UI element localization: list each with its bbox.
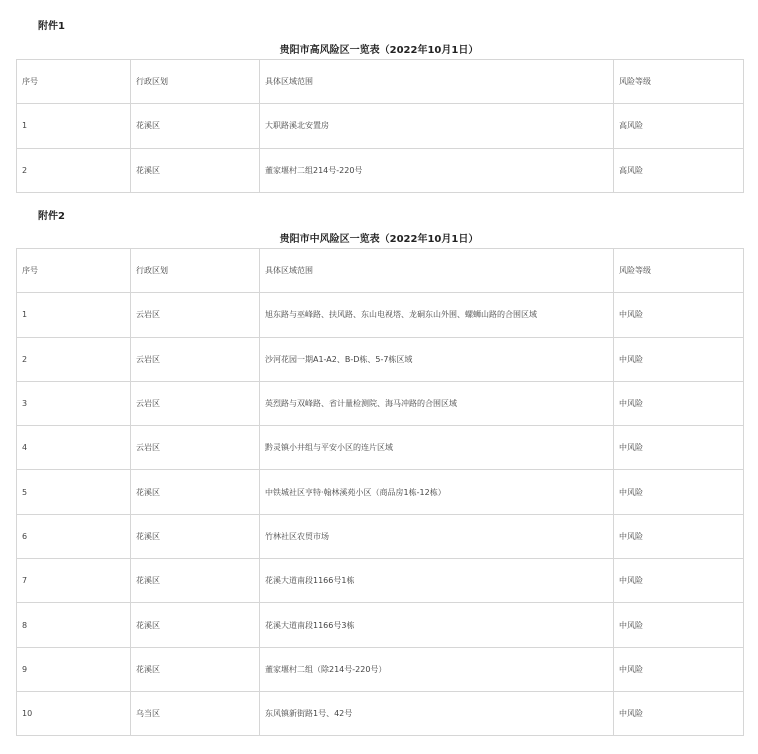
cell-risk-level: 中风险 bbox=[614, 603, 744, 647]
cell-district: 花溪区 bbox=[131, 647, 260, 691]
table-row bbox=[17, 559, 744, 603]
header-district: 行政区划 bbox=[131, 60, 260, 104]
header-risk-level: 风险等级 bbox=[614, 249, 744, 293]
cell-district: 花溪区 bbox=[131, 559, 260, 603]
table-header-row bbox=[17, 249, 744, 293]
header-index: 序号 bbox=[17, 249, 131, 293]
cell-district: 花溪区 bbox=[131, 148, 260, 192]
cell-area: 花溪大道南段1166号3栋 bbox=[260, 603, 614, 647]
cell-risk-level: 中风险 bbox=[614, 426, 744, 470]
cell-area: 沙河花园一期A1-A2、B-D栋、5-7栋区域 bbox=[260, 337, 614, 381]
table-row bbox=[17, 647, 744, 691]
cell-district: 云岩区 bbox=[131, 426, 260, 470]
table-row bbox=[17, 293, 744, 337]
cell-area: 大职路溪北安置房 bbox=[260, 104, 614, 148]
cell-index: 5 bbox=[17, 470, 131, 514]
table-row bbox=[17, 603, 744, 647]
cell-index: 1 bbox=[17, 293, 131, 337]
table-row bbox=[17, 381, 744, 425]
cell-risk-level: 高风险 bbox=[614, 104, 744, 148]
cell-index: 2 bbox=[17, 337, 131, 381]
table-row bbox=[17, 104, 744, 148]
cell-district: 花溪区 bbox=[131, 470, 260, 514]
cell-district: 云岩区 bbox=[131, 381, 260, 425]
cell-area: 董家堰村二组（除214号-220号） bbox=[260, 647, 614, 691]
high-risk-table bbox=[16, 59, 744, 193]
cell-district: 云岩区 bbox=[131, 337, 260, 381]
header-area: 具体区域范围 bbox=[260, 249, 614, 293]
cell-area: 董家堰村二组214号-220号 bbox=[260, 148, 614, 192]
cell-index: 9 bbox=[17, 647, 131, 691]
cell-risk-level: 中风险 bbox=[614, 514, 744, 558]
table-row bbox=[17, 337, 744, 381]
header-district: 行政区划 bbox=[131, 249, 260, 293]
cell-area: 竹林社区农贸市场 bbox=[260, 514, 614, 558]
cell-index: 7 bbox=[17, 559, 131, 603]
cell-risk-level: 中风险 bbox=[614, 381, 744, 425]
cell-district: 花溪区 bbox=[131, 603, 260, 647]
cell-district: 花溪区 bbox=[131, 104, 260, 148]
cell-risk-level: 中风险 bbox=[614, 559, 744, 603]
cell-district: 花溪区 bbox=[131, 514, 260, 558]
cell-risk-level: 中风险 bbox=[614, 470, 744, 514]
cell-index: 3 bbox=[17, 381, 131, 425]
cell-risk-level: 高风险 bbox=[614, 148, 744, 192]
cell-index: 10 bbox=[17, 691, 131, 735]
cell-district: 乌当区 bbox=[131, 691, 260, 735]
table-header-row bbox=[17, 60, 744, 104]
header-index: 序号 bbox=[17, 60, 131, 104]
cell-index: 8 bbox=[17, 603, 131, 647]
attachment2-label: 附件2 bbox=[38, 211, 65, 222]
table-row bbox=[17, 514, 744, 558]
table-row bbox=[17, 426, 744, 470]
cell-risk-level: 中风险 bbox=[614, 293, 744, 337]
cell-index: 6 bbox=[17, 514, 131, 558]
cell-area: 旭东路与巫峰路、扶风路、东山电视塔、龙硐东山外围、螺蛳山路的合围区域 bbox=[260, 293, 614, 337]
table-row bbox=[17, 148, 744, 192]
medium-risk-table bbox=[16, 248, 744, 736]
header-risk-level: 风险等级 bbox=[614, 60, 744, 104]
cell-area: 英烈路与双峰路、省计量检测院、海马冲路的合围区域 bbox=[260, 381, 614, 425]
cell-index: 1 bbox=[17, 104, 131, 148]
cell-area: 花溪大道南段1166号1栋 bbox=[260, 559, 614, 603]
cell-district: 云岩区 bbox=[131, 293, 260, 337]
cell-risk-level: 中风险 bbox=[614, 647, 744, 691]
cell-risk-level: 中风险 bbox=[614, 691, 744, 735]
high-risk-table-title: 贵阳市高风险区一览表（2022年10月1日） bbox=[279, 45, 479, 56]
medium-risk-table-title: 贵阳市中风险区一览表（2022年10月1日） bbox=[279, 234, 479, 245]
header-area: 具体区域范围 bbox=[260, 60, 614, 104]
cell-area: 黔灵镇小井组与平安小区的连片区域 bbox=[260, 426, 614, 470]
cell-area: 中铁城社区亨特·翰林溪苑小区（商品房1栋-12栋） bbox=[260, 470, 614, 514]
cell-index: 2 bbox=[17, 148, 131, 192]
table-row bbox=[17, 691, 744, 735]
attachment1-label: 附件1 bbox=[38, 21, 65, 32]
cell-index: 4 bbox=[17, 426, 131, 470]
cell-area: 东风镇新街路1号、42号 bbox=[260, 691, 614, 735]
cell-risk-level: 中风险 bbox=[614, 337, 744, 381]
table-row bbox=[17, 470, 744, 514]
